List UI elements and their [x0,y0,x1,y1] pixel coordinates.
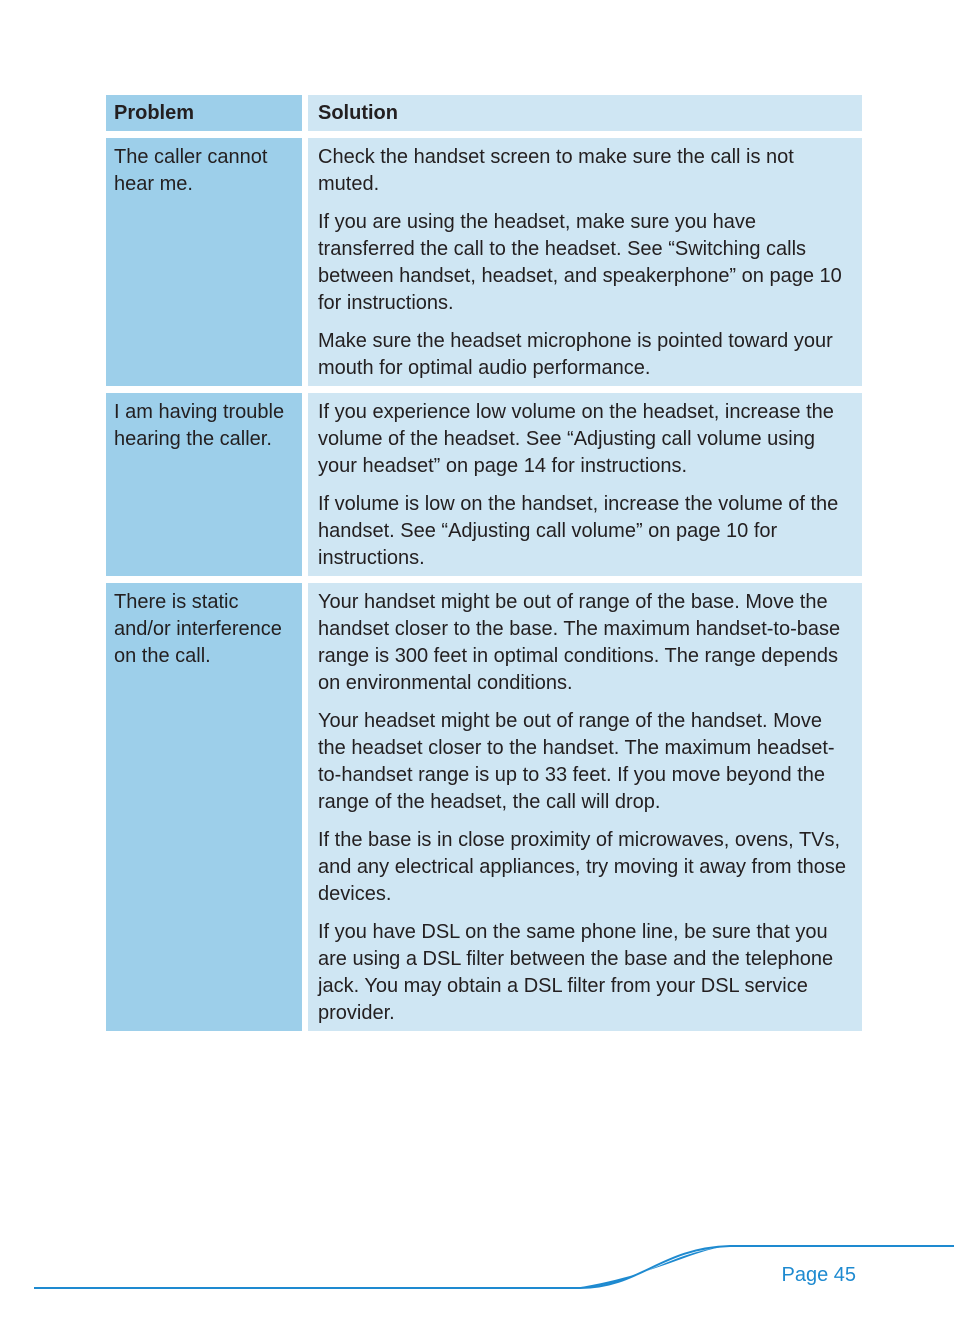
solution-paragraph: If you experience low volume on the headset, increase the volume of the headset. See “Adjusting call volume using your headset” on page 14 for instructions. [318,401,834,477]
solution-paragraph: If you have DSL on the same phone line, be sure that you are using a DSL filter between the base and the telephone jack. You may obtain a DSL filter from your DSL service provider. [318,921,834,1024]
problem-cell: I am having trouble hearing the caller. [106,393,302,576]
page-number: Page 45 [781,1264,856,1286]
header-problem: Problem [106,95,302,131]
solution-cell [308,393,862,576]
problem-cell: There is static and/or interference on the call. [106,583,302,1031]
solution-paragraph: If the base is in close proximity of microwaves, ovens, TVs, and any electrical appliances, try moving it away from those devices. [318,829,847,905]
header-solution: Solution [308,95,862,131]
solution-cell [308,583,862,1031]
solution-paragraph: If volume is low on the handset, increase the volume of the handset. See “Adjusting call volume” on page 10 for instructions. [318,493,839,569]
solution-paragraph: If you are using the headset, make sure you have transferred the call to the headset. See “Switching calls between handset, headset, and speakerphone” on page 10 for instructions. [318,211,842,314]
solution-cell [308,138,862,386]
table-row [106,138,862,386]
table-row [106,583,862,1031]
solution-paragraph: Check the handset screen to make sure the call is not muted. [318,146,794,195]
solution-paragraph: Your headset might be out of range of the handset. Move the headset closer to the handset. The maximum headset-to-handset range is up to 33 feet. If you move beyond the range of the headset, the call will drop. [318,710,835,813]
solution-paragraph: Your handset might be out of range of the base. Move the handset closer to the base. The maximum handset-to-base range is 300 feet in optimal conditions. The range depends on environmental conditions. [318,591,841,694]
solution-paragraph: Make sure the headset microphone is pointed toward your mouth for optimal audio performance. [318,330,833,379]
problem-cell: The caller cannot hear me. [106,138,302,386]
troubleshooting-table [106,95,862,1031]
table-header-row [106,95,862,131]
table-row [106,393,862,576]
